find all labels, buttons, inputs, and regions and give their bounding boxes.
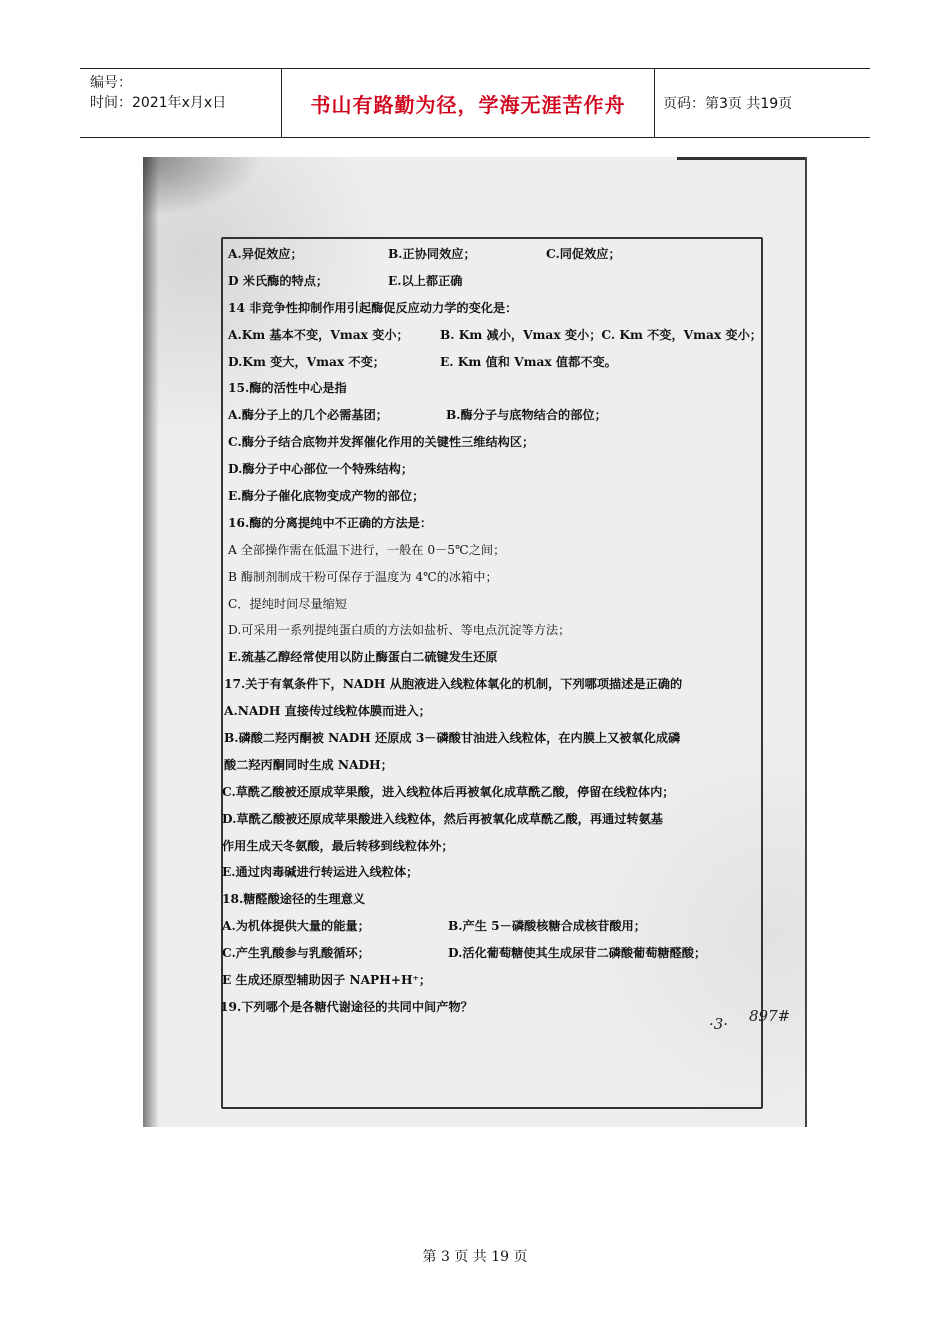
text-line (228, 268, 763, 295)
question-16: 16.酶的分离提纯中不正确的方法是： (228, 515, 433, 530)
option-a: A.NADH 直接传过线粒体膜而进入； (224, 704, 431, 719)
text-line (222, 806, 763, 833)
question-17: 17.关于有氧条件下，NADH 从胞液进入线粒体氧化的机制，下列哪项描述是正确的 (224, 677, 683, 692)
option-b-cont: 酸二羟丙酮同时生成 NADH； (224, 757, 393, 772)
option-c: C.产生乳酸参与乳酸循环； (222, 946, 370, 961)
scan-top-border (677, 157, 807, 160)
text-line (228, 456, 763, 483)
option-a: A.酶分子上的几个必需基团； (228, 408, 388, 423)
option-d: D.Km 变大，Vmax 不变； (228, 354, 385, 369)
question-18: 18.糖醛酸途径的生理意义 (222, 892, 366, 907)
option-b: B.磷酸二羟丙酮被 NADH 还原成 3－磷酸甘油进入线粒体，在内膜上又被氧化成磷 (224, 731, 681, 746)
text-line (222, 779, 763, 806)
question-line (222, 886, 763, 913)
option-e: E 生成还原型辅助因子 NAPH+H⁺； (222, 973, 432, 988)
text-line (222, 833, 763, 860)
question-line (228, 295, 763, 322)
option-a: A.异促效应； (228, 247, 303, 261)
question-19: 19.下列哪个是各糖代谢途径的共同中间产物？ (220, 999, 473, 1014)
text-line (222, 967, 763, 994)
scanned-page (143, 157, 807, 1127)
option-bc: B. Km 减小，Vmax 变小；C. Km 不变，Vmax 变小； (440, 327, 762, 342)
question-line (228, 510, 763, 537)
option-c: C.酶分子结合底物并发挥催化作用的关键性三维结构区； (228, 435, 535, 450)
option-d: D 米氏酶的特点； (228, 273, 329, 288)
question-14: 14 非竞争性抑制作用引起酶促反应动力学的变化是： (228, 300, 518, 315)
option-a: A.为机体提供大量的能量； (222, 919, 370, 934)
header-meta (80, 69, 282, 137)
question-line (228, 375, 763, 402)
scan-corner-shadow (143, 157, 263, 217)
text-line (228, 241, 763, 268)
option-a: A.Km 基本不变，Vmax 变小； (228, 327, 409, 342)
handwritten-code: 897# (749, 1007, 791, 1025)
text-line (228, 537, 763, 564)
option-e: E.巯基乙醇经常使用以防止酶蛋白二硫键发生还原 (228, 650, 498, 665)
question-content (220, 241, 763, 1021)
text-line (228, 564, 763, 591)
text-line (222, 913, 763, 940)
option-b: B.产生 5－磷酸核糖合成核苷酸用； (448, 919, 646, 934)
question-line (224, 671, 763, 698)
option-e: E.酶分子催化底物变成产物的部位； (228, 489, 425, 504)
option-e: E.以上都正确 (388, 273, 463, 288)
text-line (224, 698, 763, 725)
time-label: 时间：2021年x月x日 (90, 95, 227, 111)
text-line (228, 591, 763, 618)
header-motto: 书山有路勤为径，学海无涯苦作舟 (282, 69, 655, 137)
text-line (222, 940, 763, 967)
document-header (80, 68, 870, 138)
header-page-info: 页码：第3页 共19页 (663, 96, 793, 112)
option-b: B.正协同效应； (388, 247, 476, 261)
question-15: 15.酶的活性中心是指 (228, 381, 347, 396)
option-d: D.酶分子中心部位一个特殊结构； (228, 462, 414, 477)
text-line (224, 752, 763, 779)
option-c: C．提纯时间尽量缩短 (228, 596, 348, 611)
text-line (228, 617, 763, 644)
text-line (224, 725, 763, 752)
scan-edge-shadow (143, 157, 159, 1127)
text-line (228, 644, 763, 671)
option-e: E. Km 值和 Vmax 值都不变。 (440, 354, 617, 369)
option-e: E.通过肉毒碱进行转运进入线粒体； (222, 865, 419, 880)
text-line (228, 349, 763, 376)
page-footer: 第 3 页 共 19 页 (422, 1249, 528, 1265)
text-line (222, 859, 763, 886)
option-d: D.可采用一系列提纯蛋白质的方法如盐析、等电点沉淀等方法； (228, 623, 571, 638)
option-b: B.酶分子与底物结合的部位； (446, 408, 607, 423)
option-d: D.活化葡萄糖使其生成尿苷二磷酸葡萄糖醛酸； (448, 946, 707, 961)
option-d: D.草酰乙酸被还原成苹果酸进入线粒体，然后再被氧化成草酰乙酸，再通过转氨基 (222, 811, 663, 826)
option-d-cont: 作用生成天冬氨酸，最后转移到线粒体外； (222, 838, 454, 853)
option-a: A 全部操作需在低温下进行，一般在 0－5℃之间； (228, 542, 506, 557)
text-line (228, 402, 763, 429)
number-label: 编号： (90, 75, 132, 91)
scan-right-border (805, 157, 807, 1127)
question-line (220, 994, 763, 1021)
handwritten-page-mark: ·3· (709, 1015, 729, 1033)
text-line (228, 322, 763, 349)
option-b: B 酶制剂制成干粉可保存于温度为 4℃的冰箱中； (228, 569, 498, 584)
text-line (228, 429, 763, 456)
option-c: C.草酰乙酸被还原成苹果酸，进入线粒体后再被氧化成草酰乙酸，停留在线粒体内； (222, 784, 675, 799)
option-c: C.同促效应； (546, 247, 621, 261)
text-line (228, 483, 763, 510)
